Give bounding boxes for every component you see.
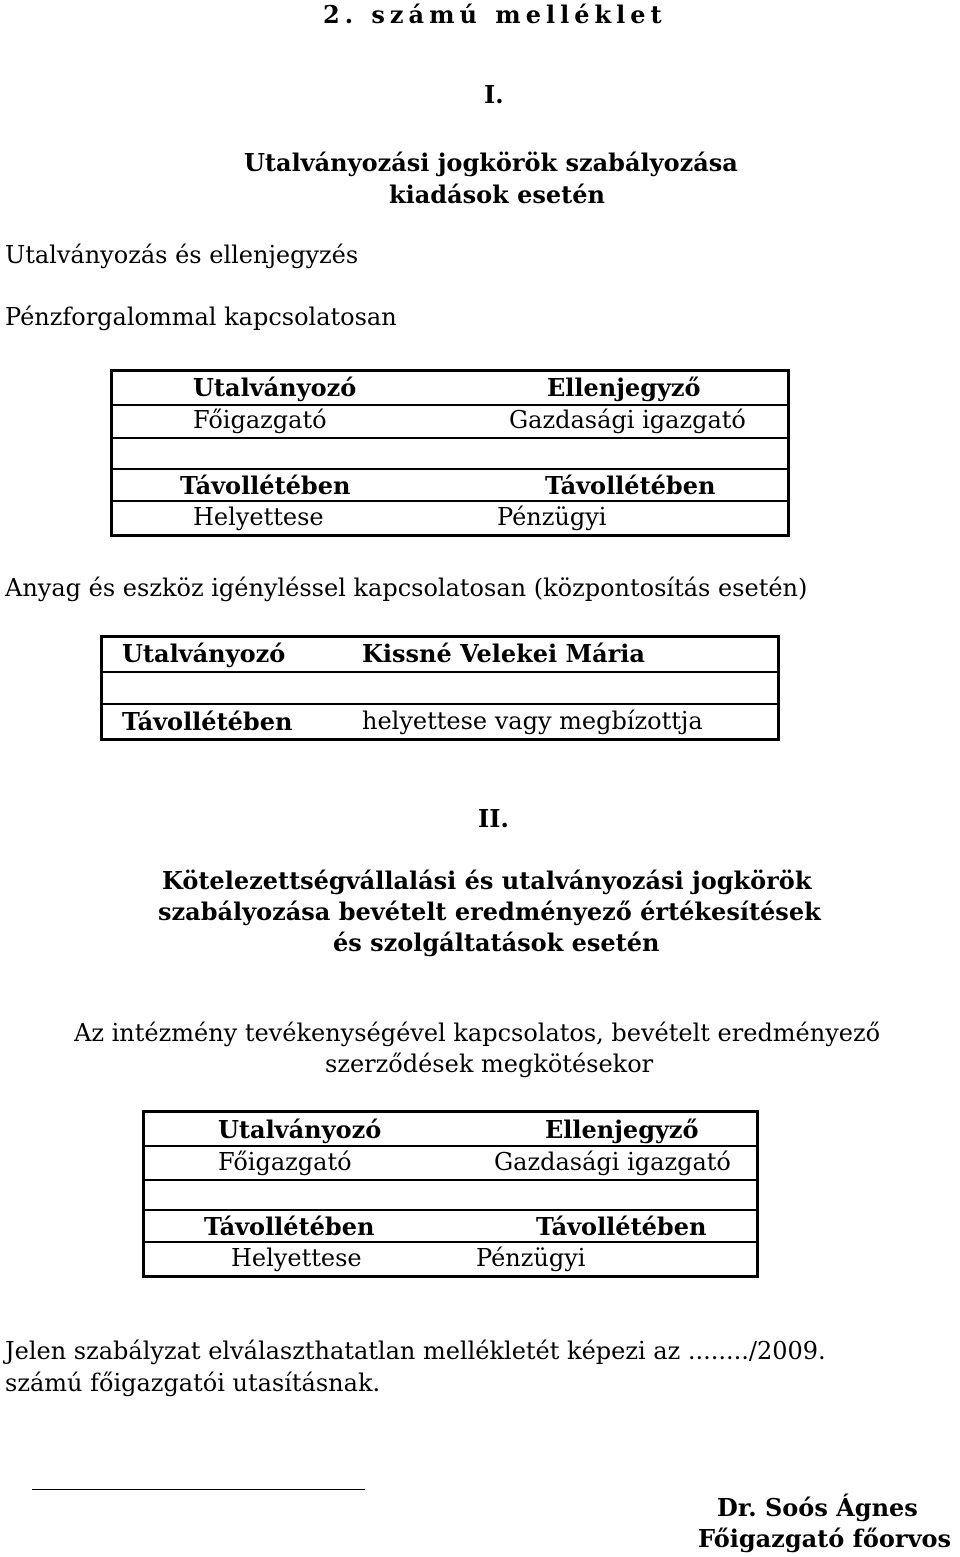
closing-note-line1: Jelen szabályzat elválaszthatatlan mellékletét képezi az ......../2009. bbox=[5, 1337, 826, 1365]
section-1-title-line1: Utalványozási jogkörök szabályozása bbox=[244, 148, 738, 177]
subheading-materials: Anyag és eszköz igényléssel kapcsolatosan (központosítás esetén) bbox=[5, 574, 808, 602]
table1-col1-deputy: Helyettese bbox=[193, 503, 324, 531]
section-2-number: II. bbox=[478, 804, 509, 833]
table1-col1-absent: Távollétében bbox=[180, 471, 351, 500]
table2-r2-c2: helyettese vagy megbízottja bbox=[362, 707, 703, 735]
section-1-number: I. bbox=[484, 80, 504, 109]
table1-col2-val: Gazdasági igazgató bbox=[509, 406, 746, 434]
table1-col2-absent: Távollétében bbox=[545, 471, 716, 500]
signer-title: Főigazgató főorvos bbox=[698, 1524, 952, 1553]
table1-col2-head: Ellenjegyző bbox=[547, 373, 701, 402]
signature-line bbox=[32, 1489, 365, 1490]
section-2-intro-line1: Az intézmény tevékenységével kapcsolatos, bevételt eredményező bbox=[74, 1019, 881, 1047]
table3-col1-val: Főigazgató bbox=[218, 1148, 352, 1176]
table1-col1-head: Utalványozó bbox=[193, 373, 357, 402]
section-2-intro-line2: szerződések megkötésekor bbox=[325, 1050, 654, 1078]
table3-col2-absent: Távollétében bbox=[536, 1212, 707, 1241]
closing-note-line2: számú főigazgatói utasításnak. bbox=[5, 1369, 381, 1397]
table3-col1-deputy: Helyettese bbox=[231, 1244, 362, 1272]
table3-col2-head: Ellenjegyző bbox=[545, 1115, 699, 1144]
subheading-cash-flow: Pénzforgalommal kapcsolatosan bbox=[5, 303, 397, 331]
section-2-title-line1: Kötelezettségvállalási és utalványozási jogkörök bbox=[162, 866, 812, 895]
table2-r1-c1: Utalványozó bbox=[122, 639, 286, 668]
section-1-title-line2: kiadások esetén bbox=[389, 180, 605, 209]
table3-col1-absent: Távollétében bbox=[204, 1212, 375, 1241]
annex-label: 2. számú melléklet bbox=[323, 0, 667, 29]
table3-col1-head: Utalványozó bbox=[218, 1115, 382, 1144]
table1-col1-val: Főigazgató bbox=[193, 406, 327, 434]
table1-col2-deputy: Pénzügyi bbox=[497, 503, 607, 531]
signer-name: Dr. Soós Ágnes bbox=[717, 1493, 918, 1522]
table2-r2-c1: Távollétében bbox=[122, 707, 293, 736]
table3-col2-deputy: Pénzügyi bbox=[476, 1244, 586, 1272]
subheading-authorization: Utalványozás és ellenjegyzés bbox=[5, 241, 359, 269]
table3-col2-val: Gazdasági igazgató bbox=[494, 1148, 731, 1176]
table2-r1-c2: Kissné Velekei Mária bbox=[362, 639, 645, 668]
section-2-title-line3: és szolgáltatások esetén bbox=[333, 928, 660, 957]
section-2-title-line2: szabályozása bevételt eredményező értékesítések bbox=[158, 897, 821, 926]
